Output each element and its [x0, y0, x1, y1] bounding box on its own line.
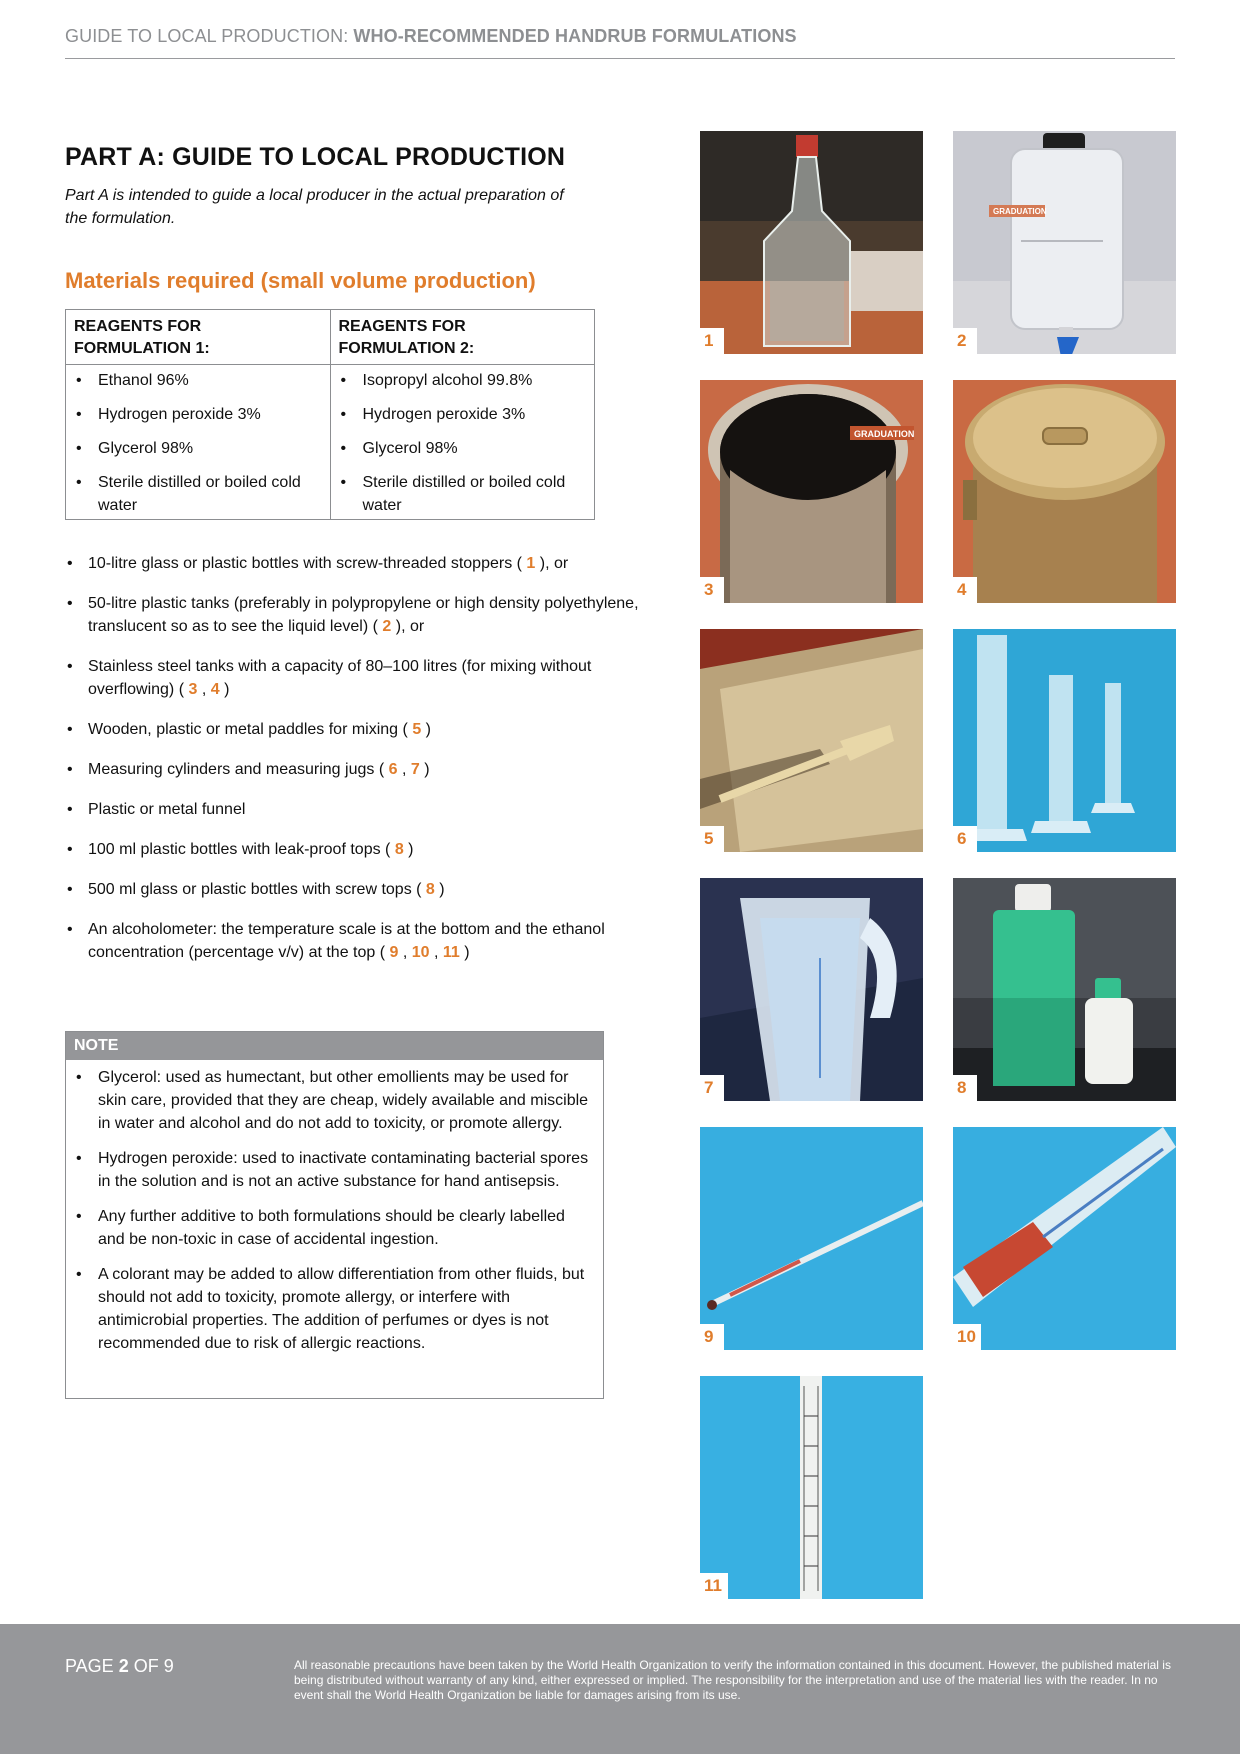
graduation-label-2: GRADUATION: [854, 429, 915, 439]
reagents-col1: [66, 365, 331, 520]
paddle-image: [700, 629, 923, 852]
figure-reference: 3: [188, 681, 198, 698]
plastic-tank-image: [953, 131, 1176, 354]
figure-reference: 9: [389, 944, 399, 961]
running-header-prefix: GUIDE TO LOCAL PRODUCTION:: [65, 26, 354, 46]
materials-item-suffix: ): [439, 881, 445, 898]
photo-label: 3: [700, 577, 724, 603]
materials-item: [65, 592, 655, 638]
photo-glass-bottle: [700, 131, 923, 354]
reagent-item-text: Hydrogen peroxide 3%: [362, 406, 526, 423]
materials-item-text: 500 ml glass or plastic bottles with screw tops (: [88, 881, 422, 898]
materials-item-suffix: ), or: [539, 555, 569, 572]
reagents-col2-header: REAGENTS FOR FORMULATION 2:: [330, 310, 595, 365]
measuring-cylinders-image: [953, 629, 1176, 852]
page-footer: [0, 1624, 1240, 1754]
steel-tank-open-image: [700, 380, 923, 603]
materials-item: • An alcoholometer: the temperature scale is at the bottom and the ethanol concentration (percentage v/v) at the top ( 9 , 10 , 11 ): [65, 918, 655, 964]
materials-item: [65, 718, 655, 741]
note-item: [74, 1205, 595, 1251]
running-header-bold: WHO-RECOMMENDED HANDRUB FORMULATIONS: [353, 26, 797, 46]
photo-alcoholometer-1: [700, 1127, 923, 1350]
note-item-text: Glycerol: used as humectant, but other emollients may be used for skin care, provided that they are cheap, widely available and miscible in water and alcohol and do not add to toxicity, or promote allergy.: [98, 1069, 589, 1132]
figure-reference: 10: [411, 944, 430, 961]
figure-reference: 8: [394, 841, 404, 858]
materials-item: • Measuring cylinders and measuring jugs ( 6 , 7 ): [65, 758, 655, 781]
page-number-suffix: OF 9: [128, 1656, 174, 1676]
reagent-item-text: Sterile distilled or boiled cold water: [362, 474, 566, 514]
materials-item-suffix: ): [224, 681, 230, 698]
photo-label: 9: [700, 1324, 724, 1350]
photo-label: 11: [700, 1573, 728, 1599]
reagent-item: [339, 369, 587, 392]
photo-plastic-bottles: [953, 878, 1176, 1101]
reagent-item: [74, 437, 322, 460]
materials-list: [65, 552, 655, 981]
note-item: [74, 1147, 595, 1193]
running-header: [65, 26, 1175, 47]
page-number-current: 2: [118, 1656, 129, 1676]
reagents-table: [65, 309, 595, 520]
section-title: Materials required (small volume production): [65, 268, 536, 293]
figure-reference: 2: [382, 618, 392, 635]
note-item-text: A colorant may be added to allow differentiation from other fluids, but should not add to toxicity, promote allergy, or interfere with antimicrobial properties. The addition of perfumes or dyes is not recommended due to risk of allergic reactions.: [98, 1266, 585, 1352]
reagents-col1-header: REAGENTS FOR FORMULATION 1:: [66, 310, 331, 365]
page-title: PART A: GUIDE TO LOCAL PRODUCTION: [65, 143, 566, 171]
photo-label: 7: [700, 1075, 724, 1101]
alcoholometer-2-image: [953, 1127, 1176, 1350]
materials-item-suffix: ): [408, 841, 414, 858]
reagent-item-text: Isopropyl alcohol 99.8%: [362, 372, 533, 389]
photo-label: 10: [953, 1324, 981, 1350]
alcoholometer-1-image: [700, 1127, 923, 1350]
figure-reference: 7: [410, 761, 420, 778]
reagent-item: [339, 471, 587, 517]
reagents-col2: [330, 365, 595, 520]
note-title: NOTE: [66, 1032, 603, 1060]
photo-steel-tank-open: [700, 380, 923, 603]
materials-item: • Stainless steel tanks with a capacity of 80–100 litres (for mixing without overflowing) ( 3 , 4 ): [65, 655, 655, 701]
materials-item-text: Wooden, plastic or metal paddles for mixing (: [88, 721, 408, 738]
materials-item-text: Stainless steel tanks with a capacity of 80–100 litres (for mixing without overflowing) (: [88, 658, 592, 698]
plastic-bottles-image: [953, 878, 1176, 1101]
disclaimer-text: All reasonable precautions have been taken by the World Health Organization to verify the information contained in this document. However, the published material is being distributed without warranty of any kind, either expressed or implied. The responsibility for the interpretation and use of the material lies with the reader. In no event shall the World Health Organization be liable for damages arising from its use.: [294, 1658, 1171, 1702]
note-item-text: Hydrogen peroxide: used to inactivate contaminating bacterial spores in the solution and is not an active substance for hand antisepsis.: [98, 1150, 589, 1190]
note-item: [74, 1066, 595, 1135]
reagents-col1-list: [74, 369, 322, 517]
materials-item-text: 10-litre glass or plastic bottles with screw-threaded stoppers (: [88, 555, 522, 572]
page-number-prefix: PAGE: [65, 1656, 119, 1676]
reagent-item: [74, 471, 322, 517]
figure-reference: 8: [425, 881, 435, 898]
figure-reference: 6: [388, 761, 398, 778]
measuring-jugs-image: [700, 878, 923, 1101]
photo-steel-tank-lid: [953, 380, 1176, 603]
reagent-item-text: Hydrogen peroxide 3%: [98, 406, 261, 423]
reagent-item-text: Ethanol 96%: [98, 372, 189, 389]
photo-alcoholometer-2: [953, 1127, 1176, 1350]
figure-reference: 1: [526, 555, 536, 572]
materials-item-suffix: ): [464, 944, 470, 961]
reagent-item: [339, 403, 587, 426]
intro-text: Part A is intended to guide a local producer in the actual preparation of the formulation.: [65, 187, 564, 227]
figure-reference: 4: [210, 681, 220, 698]
photo-paddle: [700, 629, 923, 852]
photo-plastic-tank: [953, 131, 1176, 354]
page-number: [65, 1656, 174, 1677]
figure-reference: 5: [412, 721, 422, 738]
photo-label: 1: [700, 328, 724, 354]
photo-label: 2: [953, 328, 977, 354]
header-divider: [65, 58, 1175, 59]
materials-item: [65, 838, 655, 861]
note-list: [66, 1060, 603, 1355]
photo-measuring-jugs: [700, 878, 923, 1101]
reagent-item: [74, 403, 322, 426]
materials-item-text: 100 ml plastic bottles with leak-proof tops (: [88, 841, 391, 858]
reagents-col2-list: [339, 369, 587, 517]
note-item: [74, 1263, 595, 1355]
photo-label: 6: [953, 826, 977, 852]
materials-item-suffix: ), or: [395, 618, 425, 635]
graduation-label: GRADUATION: [993, 207, 1047, 216]
materials-item: [65, 878, 655, 901]
materials-item-text: Measuring cylinders and measuring jugs (: [88, 761, 385, 778]
reagent-item: [74, 369, 322, 392]
photo-label: 8: [953, 1075, 977, 1101]
photo-measuring-cylinders: [953, 629, 1176, 852]
figure-reference: 11: [442, 944, 460, 961]
photo-label: 5: [700, 826, 724, 852]
materials-item-text: 50-litre plastic tanks (preferably in polypropylene or high density polyethylene, translucent so as to see the liquid level) (: [88, 595, 639, 635]
reagent-item-text: Glycerol 98%: [98, 440, 194, 457]
materials-item: [65, 798, 655, 821]
alcoholometer-3-image: [700, 1376, 923, 1599]
materials-item-text: An alcoholometer: the temperature scale is at the bottom and the ethanol concentration (percentage v/v) at the top (: [88, 921, 605, 961]
materials-item: [65, 552, 655, 575]
note-item-text: Any further additive to both formulations should be clearly labelled and be non-toxic in case of accidental ingestion.: [98, 1208, 565, 1248]
materials-item-text: Plastic or metal funnel: [88, 801, 246, 818]
note-box: [65, 1031, 604, 1399]
glass-bottle-image: [700, 131, 923, 354]
reagent-item-text: Sterile distilled or boiled cold water: [98, 474, 301, 514]
materials-item-suffix: ): [425, 721, 431, 738]
reagent-item: [339, 437, 587, 460]
steel-tank-lid-image: [953, 380, 1176, 603]
photo-alcoholometer-3: [700, 1376, 923, 1599]
photo-label: 4: [953, 577, 977, 603]
reagent-item-text: Glycerol 98%: [362, 440, 458, 457]
materials-item-suffix: ): [424, 761, 430, 778]
